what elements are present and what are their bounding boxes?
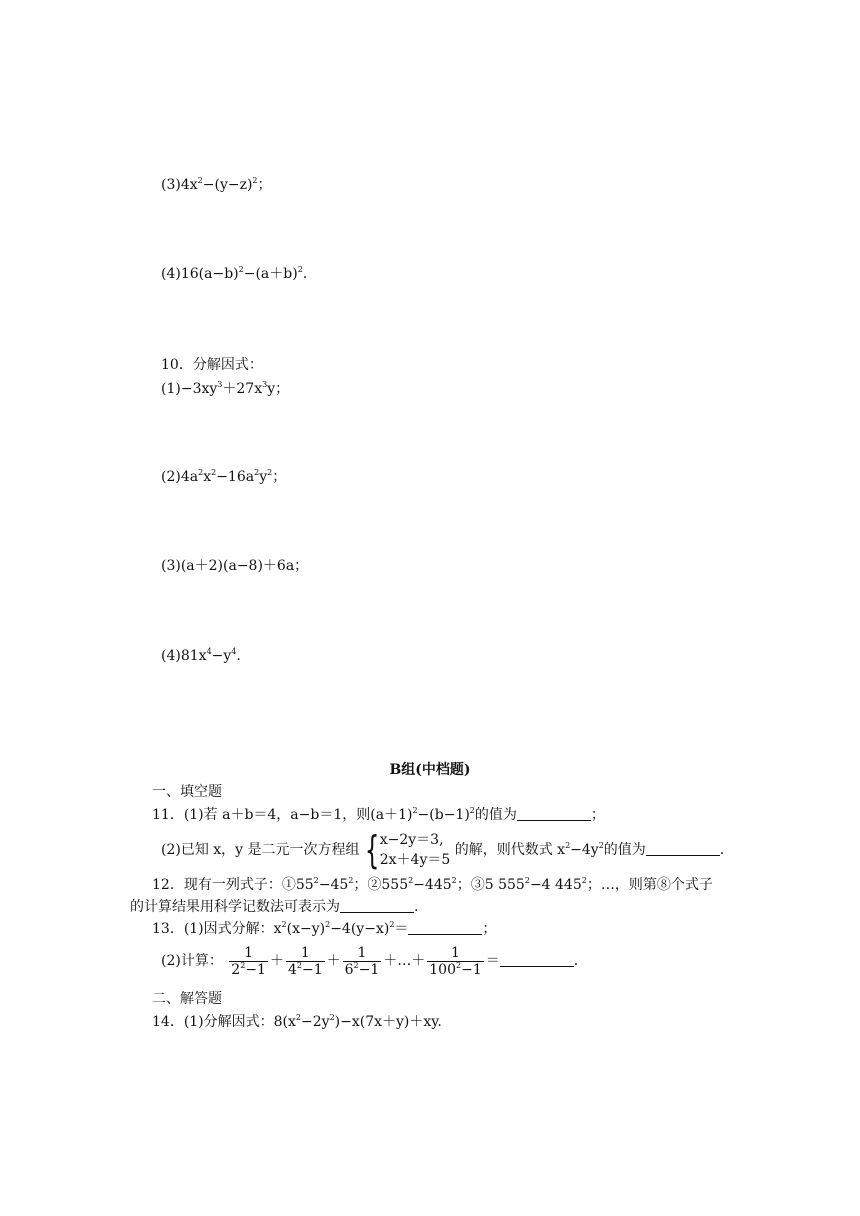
- question-11-part-1: 11．(1)若 a＋b＝4，a−b＝1，则$(a+1)^2-(b-1)^2$的值为 ；: [152, 806, 605, 823]
- answer-blank[interactable]: [500, 953, 574, 967]
- answer-blank[interactable]: [517, 807, 591, 821]
- question-10-part-4: $(4)81x^4-y^4$.: [161, 647, 241, 664]
- fraction: $\frac{1}{100^2-1}$: [429, 944, 482, 978]
- question-12-line-1: 12．现有一列式子：$①55^2-45^2$；$②555^2-445^2$；③5 $555^2-4$ $445^2$；…，则第⑧个式子: [152, 876, 713, 893]
- answer-blank[interactable]: [340, 899, 414, 913]
- fraction: $\frac{1}{4^2-1}$: [287, 944, 323, 978]
- equation-system: { x−2y＝3, 2x＋4y＝5: [364, 828, 451, 872]
- question-10-part-3: (3)(a＋2)(a−8)＋6a；: [161, 558, 309, 574]
- question-11-part-2: (2)已知 x，y 是二元一次方程组 { x−2y＝3, 2x＋4y＝5 的解，则代数式 $x^2-4y^2$的值为 .: [161, 828, 725, 872]
- fraction: $\frac{1}{2^2-1}$: [231, 944, 266, 978]
- brace-symbol: {: [364, 828, 379, 872]
- question-10-heading: 10．分解因式：: [161, 357, 263, 373]
- answer-blank[interactable]: [646, 842, 720, 856]
- question-12-line-2: 的计算结果用科学记数法可表示为 .: [130, 899, 419, 915]
- question-13-part-2: (2)计算： $\frac{1}{2^2-1}$ ＋ $\frac{1}{4^2-1}$ ＋ $\frac{1}{6^2-1}$ ＋…＋ $\frac{1}{100^2-1}$ ＝ .: [161, 944, 579, 978]
- section-b-title: B组(中档题): [389, 762, 471, 778]
- question-13-part-1: 13．(1)因式分解：$x^2(x-y)^2-4(y-x)^2=$ ；: [152, 920, 497, 937]
- fraction: $\frac{1}{6^2-1}$: [344, 944, 380, 978]
- question-10-part-2: $(2)4a^2x^2-16a^2y^2$；: [161, 468, 287, 485]
- solution-heading: 二、解答题: [152, 991, 222, 1007]
- fill-in-heading: 一、填空题: [152, 784, 222, 800]
- answer-blank[interactable]: [408, 921, 482, 935]
- question-10-part-1: $(1)-3xy^3+27x^3y$；: [161, 380, 290, 397]
- problem-9-3: $(3)4x^2-(y-z)^2$；: [161, 176, 272, 193]
- question-14: 14．(1)分解因式：$8(x^2-2y^2)-x(7x+y)+xy$.: [152, 1013, 442, 1030]
- problem-9-4: $(4)16(a-b)^2-(a+b)^2$.: [161, 265, 308, 282]
